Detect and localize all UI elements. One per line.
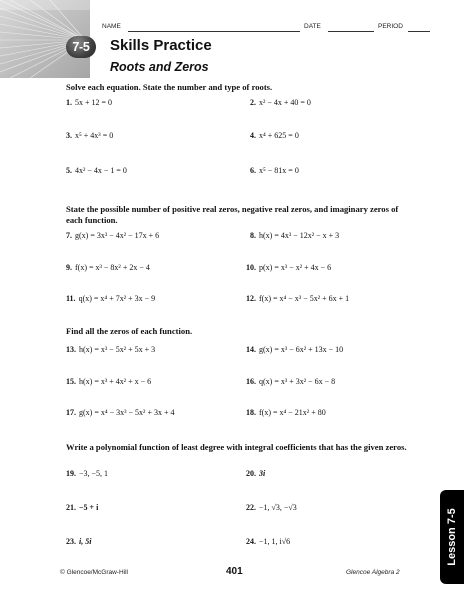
lesson-badge: 7-5 — [66, 36, 96, 58]
problem-2: 2. x² − 4x + 40 = 0 — [250, 98, 311, 107]
name-label: NAME — [102, 23, 121, 30]
problem-4: 4. x⁴ + 625 = 0 — [250, 131, 299, 140]
name-field[interactable] — [128, 31, 300, 32]
problem-11: 11. q(x) = x⁴ + 7x² + 3x − 9 — [66, 294, 156, 303]
footer-book-title: Glencoe Algebra 2 — [346, 569, 400, 576]
section-4-instructions: Write a polynomial function of least degree with integral coefficients that has the given zeros. — [66, 442, 407, 452]
problem-5: 5. 4x² − 4x − 1 = 0 — [66, 166, 127, 175]
problem-10: 10. p(x) = x³ − x² + 4x − 6 — [246, 263, 332, 272]
date-field[interactable] — [328, 31, 374, 32]
footer-copyright: © Glencoe/McGraw-Hill — [60, 569, 128, 576]
problem-22: 22. −1, √3, −√3 — [246, 503, 297, 512]
problem-23: 23. i, 5i — [66, 537, 92, 546]
footer-page-number: 401 — [226, 566, 243, 577]
problem-20: 20. 3i — [246, 469, 266, 478]
problem-6: 6. x⁵ − 81x = 0 — [250, 166, 299, 175]
page-title: Skills Practice — [110, 37, 212, 54]
period-field[interactable] — [408, 31, 430, 32]
problem-7: 7. g(x) = 3x³ − 4x² − 17x + 6 — [66, 231, 160, 240]
problem-1: 1. 5x + 12 = 0 — [66, 98, 113, 107]
section-3-instructions: Find all the zeros of each function. — [66, 326, 193, 336]
date-label: DATE — [304, 23, 321, 30]
problem-3: 3. x⁵ + 4x³ = 0 — [66, 131, 114, 140]
period-label: PERIOD — [378, 23, 403, 30]
problem-9: 9. f(x) = x³ − 8x² + 2x − 4 — [66, 263, 150, 272]
problem-12: 12. f(x) = x⁴ − x³ − 5x² + 6x + 1 — [246, 294, 350, 303]
problem-15: 15. h(x) = x³ + 4x² + x − 6 — [66, 377, 152, 386]
problem-21: 21. −5 + i — [66, 503, 99, 512]
section-2-instructions: State the possible number of positive real zeros, negative real zeros, and imaginary zeros of each function. — [66, 204, 399, 225]
problem-18: 18. f(x) = x⁴ − 21x² + 80 — [246, 408, 326, 417]
problem-14: 14. g(x) = x³ − 6x² + 13x − 10 — [246, 345, 344, 354]
problem-17: 17. g(x) = x⁴ − 3x³ − 5x² + 3x + 4 — [66, 408, 175, 417]
problem-24: 24. −1, 1, i√6 — [246, 537, 291, 546]
lesson-side-tab — [440, 490, 464, 584]
section-1-instructions: Solve each equation. State the number and type of roots. — [66, 82, 273, 92]
problem-8: 8. h(x) = 4x³ − 12x² − x + 3 — [250, 231, 340, 240]
problem-19: 19. −3, −5, 1 — [66, 469, 109, 478]
page-subtitle: Roots and Zeros — [110, 60, 209, 74]
lesson-tab-label: Lesson 7-5 — [446, 508, 458, 566]
problem-13: 13. h(x) = x³ − 5x² + 5x + 3 — [66, 345, 156, 354]
problem-16: 16. q(x) = x³ + 3x² − 6x − 8 — [246, 377, 336, 386]
